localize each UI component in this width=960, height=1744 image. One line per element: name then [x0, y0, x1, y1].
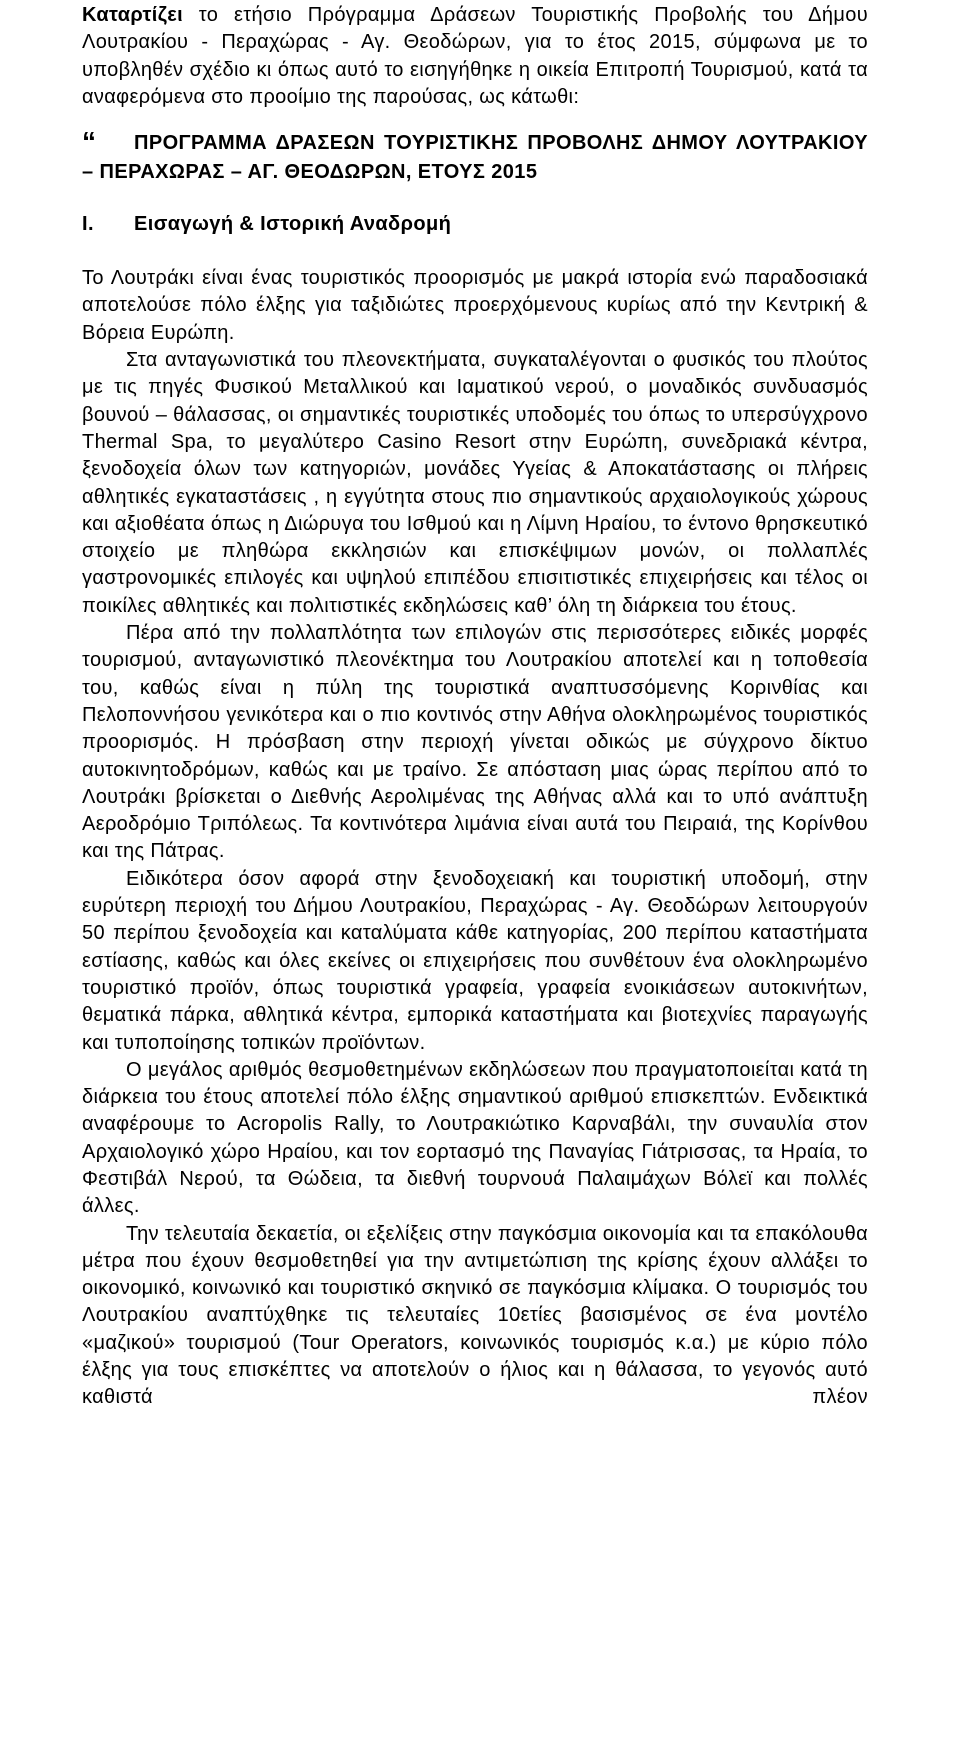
section-title: Εισαγωγή & Ιστορική Αναδρομή: [134, 213, 452, 236]
document-page: [82, 0, 868, 1412]
body-paragraph-2: Στα ανταγωνιστικά του πλεονεκτήματα, συγκαταλέγονται ο φυσικός του πλούτος με τις πηγές Φυσικού Μεταλλικού και Ιαματικού νερού, ο μοναδικός συνδυασμός βουνού – θάλασσας, οι σημαντικές τουριστικές υποδομές του όπως το υπερσύγχρονο Thermal Spa, το μεγαλύτερο Casino Resort στην Ευρώπη, συνεδριακά κέντρα, ξενοδοχεία όλων των κατηγοριών, μονάδες Υγείας & Αποκατάστασης οι πλήρεις αθλητικές εγκαταστάσεις , η εγγύτητα στους πιο σημαντικούς αρχαιολογικούς χώρους και αξιοθέατα όπως η Διώρυγα του Ισθμού και η Λίμνη Ηραίου, το έντονο θρησκευτικό στοιχείο με πληθώρα εκκλησιών και επισκέψιμων μονών, οι πολλαπλές γαστρονομικές επιλογές και υψηλού επιπέδου επισιτιστικές επιχειρήσεις και τέλος οι ποικίλες αθλητικές και πολιτιστικές εκδηλώσεις καθ’ όλη τη διάρκεια του έτους.: [82, 349, 868, 617]
intro-lead-word: Καταρτίζει: [82, 4, 183, 26]
section-number: Ι.: [82, 213, 94, 236]
section-heading: [82, 210, 868, 238]
program-title-text: ΠΡΟΓΡΑΜΜΑ ΔΡΑΣΕΩΝ ΤΟΥΡΙΣΤΙΚΗΣ ΠΡΟΒΟΛΗΣ ΔΗΜΟΥ ΛΟΥΤΡΑΚΙΟΥ – ΠΕΡΑΧΩΡΑΣ – ΑΓ. ΘΕΟΔΩΡΩΝ, ΕΤΟΥΣ 2015: [82, 132, 868, 184]
program-title: [82, 127, 868, 187]
opening-quote-mark: “: [82, 126, 97, 158]
intro-paragraph: [82, 2, 868, 111]
body-paragraph-1: Το Λουτράκι είναι ένας τουριστικός προορισμός με μακρά ιστορία ενώ παραδοσιακά αποτελούσε πόλο έλξης για ταξιδιώτες προερχόμενους κυρίως από την Κεντρική & Βόρεια Ευρώπη.: [82, 267, 868, 344]
body-paragraph-3: Πέρα από την πολλαπλότητα των επιλογών στις περισσότερες ειδικές μορφές τουρισμού, ανταγωνιστικό πλεονέκτημα του Λουτρακίου αποτελεί και η τοποθεσία του, καθώς είναι η πύλη της τουριστικά αναπτυσσόμενης Κορινθίας και Πελοποννήσου γενικότερα και ο πιο κοντινός στην Αθήνα ολοκληρωμένος τουριστικός προορισμός. Η πρόσβαση στην περιοχή γίνεται οδικώς με σύγχρονο δίκτυο αυτοκινητοδρόμων, καθώς και με τραίνο. Σε απόσταση μιας ώρας περίπου από το Λουτράκι βρίσκεται ο Διεθνής Αερολιμένας της Αθήνας αλλά και το υπό ανάπτυξη Αεροδρόμιο Τριπόλεως. Τα κοντινότερα λιμάνια είναι αυτά του Πειραιά, της Κορίνθου και της Πάτρας.: [82, 622, 868, 863]
body-paragraph-4: Ειδικότερα όσον αφορά στην ξενοδοχειακή και τουριστική υποδομή, στην ευρύτερη περιοχή του Δήμου Λουτρακίου, Περαχώρας - Αγ. Θεοδώρων λειτουργούν 50 περίπου ξενοδοχεία και καταλύματα κάθε κατηγορίας, 200 περίπου καταστήματα εστίασης, καθώς και όλες εκείνες οι επιχειρήσεις που συνθέτουν ένα ολοκληρωμένο τουριστικό προϊόν, όπως τουριστικά γραφεία, γραφεία ενοικιάσεων αυτοκινήτων, θεματικά πάρκα, αθλητικά κέντρα, εμπορικά καταστήματα και βιοτεχνίες παραγωγής και τυποποίησης τοπικών προϊόντων.: [82, 867, 868, 1054]
body-paragraph-5: Ο μεγάλος αριθμός θεσμοθετημένων εκδηλώσεων που πραγματοποιείται κατά τη διάρκεια του έτους αποτελεί πόλο έλξης σημαντικού αριθμού επισκεπτών. Ενδεικτικά αναφέρουμε το Acropolis Rally, το Λουτρακιώτικο Καρναβάλι, την συναυλία στον Αρχαιολογικό χώρο Ηραίου, και τον εορτασμό της Παναγίας Γιάτρισσας, τα Ηραία, το Φεστιβάλ Νερού, τα Θώδεια, τα διεθνή τουρνουά Παλαιμάχων Βόλεϊ και πολλές άλλες.: [82, 1058, 868, 1218]
intro-text: το ετήσιο Πρόγραμμα Δράσεων Τουριστικής Προβολής του Δήμου Λουτρακίου - Περαχώρας - Αγ. Θεοδώρων, για το έτος 2015, σύμφωνα με το υποβληθέν σχέδιο κι όπως αυτό το εισηγήθηκε η οικεία Επιτροπή Τουρισμού, κατά τα αναφερόμενα στο προοίμιο της παρούσας, ως κάτωθι:: [82, 4, 868, 108]
body-paragraph-6: Την τελευταία δεκαετία, οι εξελίξεις στην παγκόσμια οικονομία και τα επακόλουθα μέτρα που έχουν θεσμοθετηθεί για την αντιμετώπιση της κρίσης έχουν αλλάξει το οικονομικό, κοινωνικό και τουριστικό σκηνικό σε παγκόσμια κλίμακα. Ο τουρισμός του Λουτρακίου αναπτύχθηκε τις τελευταίες 10ετίες βασισμένος σε ένα μοντέλο «μαζικού» τουρισμού (Tour Operators, κοινωνικός τουρισμός κ.α.) με κύριο πόλο έλξης για τους επισκέπτες να αποτελούν ο ήλιος και η θάλασσα, το γεγονός αυτό καθιστά πλέον: [82, 1222, 868, 1409]
